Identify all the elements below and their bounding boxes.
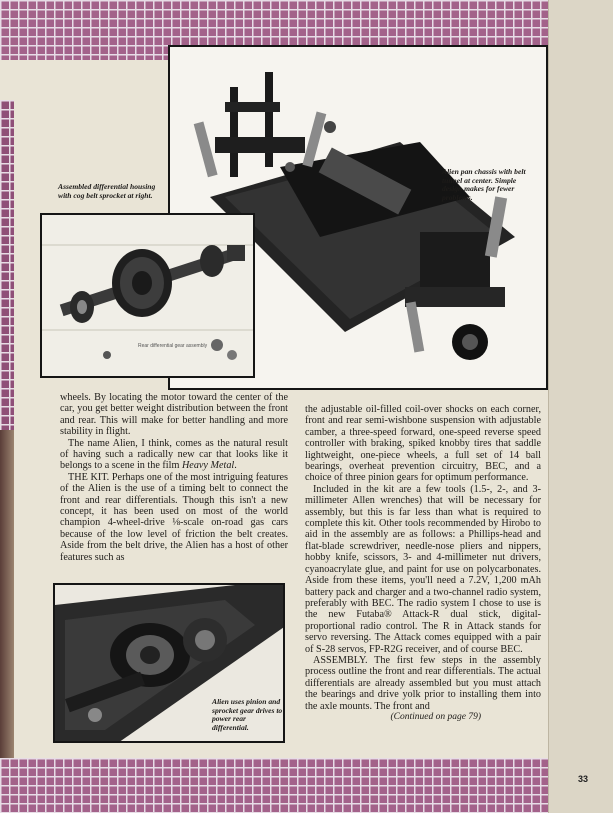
page-margin: [548, 0, 613, 813]
section-kicker-kit: THE KIT.: [68, 471, 110, 483]
differential-caption: Assembled differential housing with cog belt sprocket at right.: [58, 182, 156, 200]
article-text: The first few steps in the assembly process outline the front and rear differentials. The actual differentials are already assembled but you must attach the bearings and drive yolk prior to installing them into the axle mounts. The front and: [305, 654, 541, 712]
article-paragraph: [305, 655, 541, 712]
article-text: The name Alien, I think, comes as the natural result of having such a radically new car that looks like it belongs to a scene in the film: [60, 437, 288, 472]
binding-edge: [0, 430, 14, 760]
section-kicker-assembly: ASSEMBLY.: [313, 654, 368, 666]
pinion-caption: Alien uses pinion and sprocket gear drives to power rear differential.: [212, 697, 283, 732]
decorative-grid-bottom: [0, 758, 548, 813]
continued-note: (Continued on page 79): [390, 711, 481, 722]
article-paragraph: Included in the kit are a few tools (1.5-, 2-, and 3-millimeter Allen wrenches) that will be necessary for assembly, but this is far less than what is required to complete this kit. Other tools recommended by Hirobo to aid in the assembly are as follows: a Phillips-head and flat-blade screwdriver, needle-nose pliers and nippers, hobby knife, scissors, 3- and 4-millimeter nut drivers, cyanoacrylate glue, and paint for use on polycarbonates. Aside from these items, you'll need a 7.2V, 1,200 mAh battery pack and charger and a two-channel radio system, preferably with BEC. The radio system I chose to use is the new Futaba® Attack-R dual stick, digital-proportional radio control. The R in Attack stands for servo reversing. The Attack comes equipped with a pair of S-28 servos, FP-R2G receiver, and of course BEC.: [305, 483, 541, 655]
decorative-grid-left: [0, 100, 14, 430]
article-column-right: [305, 404, 541, 723]
chassis-caption: Alien pan chassis with belt tunnel at center. Simple design makes for fewer problems.: [442, 167, 526, 202]
differential-photo: [40, 213, 255, 378]
film-title: Heavy Metal: [181, 460, 235, 472]
article-paragraph: wheels. By locating the motor toward the center of the car, you get better weight distribution between the front and rear. This will make for better handling and more stability in flight.: [60, 392, 288, 438]
article-paragraph: the adjustable oil-filled coil-over shocks on each corner, front and rear semi-wishbone suspension with adjustable camber, a three-speed forward, one-speed reverse speed controller with braking, spiked knobby tires that saddle lightweight, one-piece wheels, a full set of 14 ball bearings, overheat prevention circuitry, BEC, and a choice of three pinion gears for optimum performance.: [305, 404, 541, 484]
article-paragraph: [60, 438, 288, 472]
page-number: 33: [578, 774, 589, 784]
article-column-left: [60, 392, 288, 563]
differential-illustration: [42, 215, 255, 378]
article-text: .: [234, 460, 237, 472]
article-paragraph: [60, 472, 288, 563]
differential-diagram-label: Rear differential gear assembly: [138, 343, 208, 349]
article-text: Perhaps one of the most intriguing features of the Alien is the use of a timing belt to connect the front and rear differentials. Though this isn't a new concept, it has been used on most of the world champion 4-wheel-drive ⅛-scale on-road gas cars because of the low level of friction the belt creates. Aside from the belt drive, the Alien has a host of other features such as: [60, 471, 288, 563]
